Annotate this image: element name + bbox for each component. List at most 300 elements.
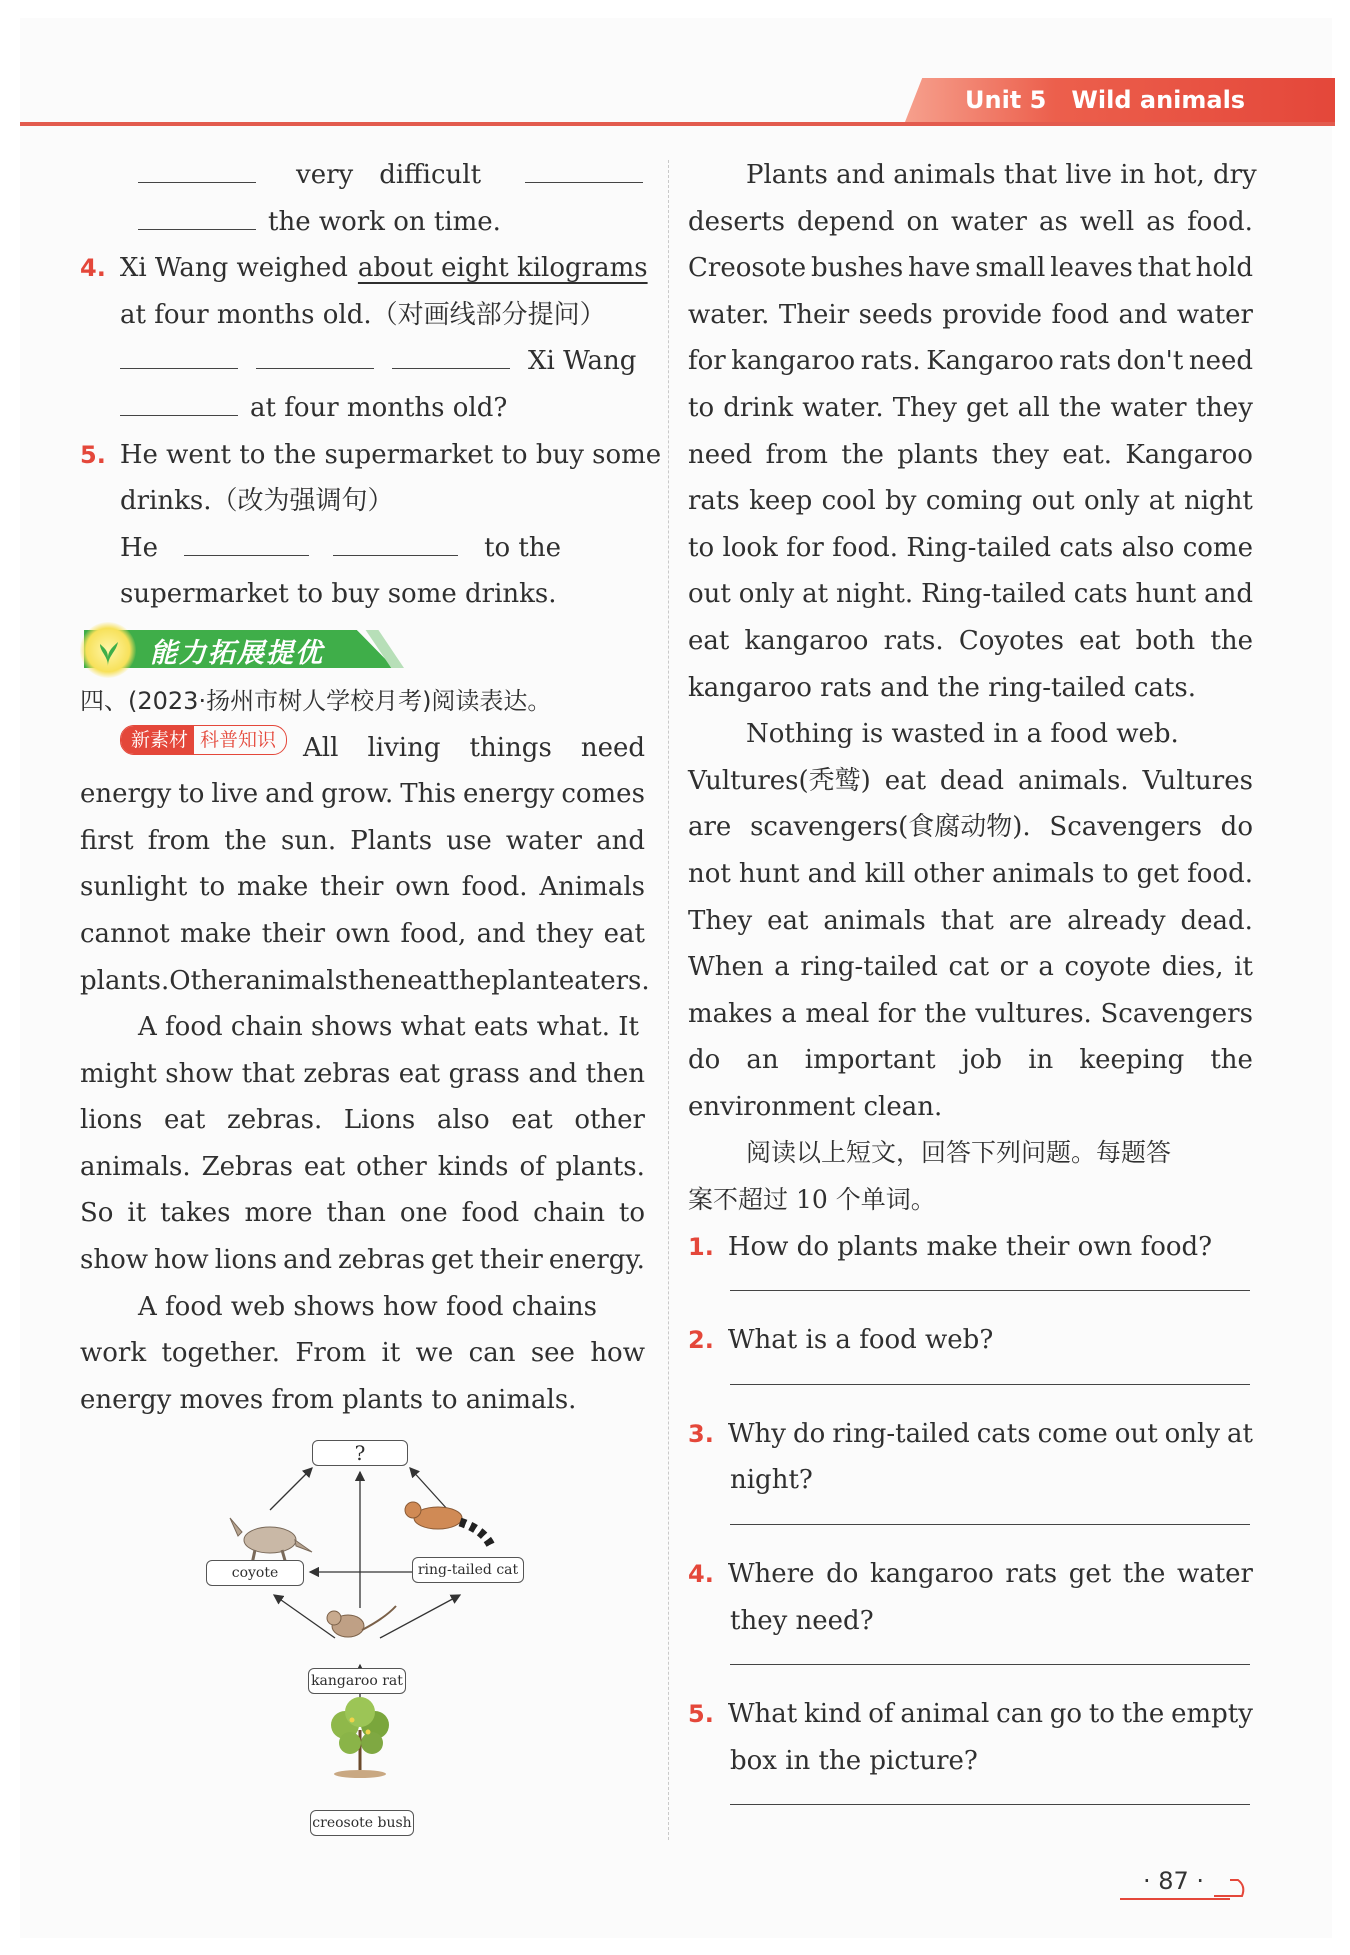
word: Plants: [350, 825, 433, 856]
word: All: [303, 732, 339, 763]
question-1: [688, 1224, 1253, 1292]
word: live: [211, 779, 259, 810]
passage-text: A food chain shows what eats what. It: [138, 1012, 639, 1043]
word: do: [1220, 812, 1253, 843]
word: they: [1195, 392, 1253, 423]
passage-text: [688, 292, 1253, 339]
word: and: [1204, 579, 1253, 610]
word: a: [1038, 952, 1054, 983]
word: eat: [603, 918, 645, 949]
q3-word: difficult: [379, 160, 482, 190]
word: zebras.: [227, 1105, 323, 1136]
word: to: [688, 392, 715, 423]
question-line: [688, 1598, 1253, 1645]
word: Animals: [539, 872, 645, 903]
word: the: [1058, 392, 1102, 423]
passage-line: [688, 292, 1253, 339]
word: cats: [976, 1418, 1031, 1449]
q3-text: the work on time.: [268, 206, 501, 237]
passage-line: [80, 1377, 645, 1424]
word: cats: [1073, 579, 1128, 610]
q4-line3: [80, 338, 645, 385]
word: or: [999, 952, 1028, 983]
word: hunt: [1135, 579, 1197, 610]
word: other: [574, 1105, 645, 1136]
passage-line: [80, 1190, 645, 1237]
word: lions: [214, 1245, 278, 1276]
word: Creosote: [688, 253, 807, 284]
passage-line: [688, 525, 1253, 572]
word: Scavengers: [1049, 812, 1202, 843]
blank[interactable]: [120, 338, 238, 369]
word: as: [1039, 206, 1068, 237]
word: it: [127, 1198, 147, 1229]
passage-text: [688, 944, 1253, 991]
passage-text: [688, 618, 1253, 665]
question-number: 5.: [80, 440, 106, 469]
word: also: [1121, 532, 1175, 563]
question-text: [728, 1411, 1253, 1458]
word: only: [1164, 1418, 1221, 1449]
passage-line: [688, 618, 1253, 665]
passage-text: A food web shows how food chains: [138, 1291, 597, 1322]
word: rats.: [883, 625, 944, 656]
passage-line: [80, 1330, 645, 1377]
word: together.: [161, 1338, 281, 1369]
word: zebras: [303, 1058, 391, 1089]
word: scavengers(食腐动物).: [750, 812, 1031, 843]
word: they: [991, 439, 1049, 470]
question-line: [688, 1317, 1253, 1364]
word: kill: [864, 858, 906, 889]
passage-text: [688, 338, 1253, 385]
question-number: 5.: [688, 1700, 714, 1729]
word: the: [448, 965, 492, 996]
question-text: How do plants make their own food?: [727, 1231, 1213, 1262]
word: Why: [727, 1418, 786, 1449]
question-text: What is a food web?: [727, 1325, 994, 1356]
word: their: [320, 872, 384, 903]
word: Other: [169, 965, 246, 996]
q5-text: supermarket to buy some drinks.: [120, 579, 557, 610]
question-text: box in the picture?: [730, 1745, 978, 1776]
word: than: [326, 1198, 386, 1229]
passage-text: [688, 385, 1253, 432]
word: out: [1114, 1418, 1158, 1449]
word: to: [618, 1198, 645, 1229]
word: plants: [897, 439, 979, 470]
word: and: [596, 825, 645, 856]
word: by: [885, 486, 917, 517]
word: get: [1068, 1559, 1112, 1590]
word: seeds: [858, 299, 933, 330]
header-rule: [20, 122, 1335, 126]
word: the: [1210, 625, 1253, 656]
food-web-diagram: [200, 1440, 530, 1840]
word: more: [244, 1198, 313, 1229]
word: need: [580, 732, 645, 763]
arrow-rat-to-ringtail: [380, 1595, 460, 1638]
word: the: [841, 439, 884, 470]
word: They: [892, 392, 957, 423]
passage-text: [688, 804, 1253, 851]
word: food.: [1187, 858, 1253, 889]
word: do: [792, 1418, 826, 1449]
word: energy.: [548, 1245, 645, 1276]
passage-line: [688, 804, 1253, 851]
word: their: [479, 1245, 543, 1276]
blank[interactable]: [138, 199, 256, 230]
word: at: [802, 579, 829, 610]
word: can: [996, 1699, 1043, 1730]
q4-text: Xi Wang: [528, 346, 637, 377]
word: deserts: [688, 206, 785, 237]
word: They: [688, 905, 753, 936]
word: their: [261, 918, 326, 949]
q5-line3: [80, 525, 645, 572]
word: rats: [1005, 1559, 1058, 1590]
blank[interactable]: [392, 338, 510, 369]
q4-underlined: about eight kilograms: [357, 253, 648, 284]
word: a: [774, 952, 790, 983]
question-number: 4.: [688, 1560, 714, 1589]
word: sun.: [280, 825, 337, 856]
word: need: [688, 439, 753, 470]
blank[interactable]: [120, 385, 238, 416]
word: eat.: [1062, 439, 1112, 470]
word: animals: [992, 858, 1095, 889]
word: an: [746, 1045, 779, 1076]
lightbulb-icon: [80, 622, 136, 678]
question-number: 4.: [80, 254, 106, 283]
word: water: [1176, 1559, 1253, 1590]
word: both: [1135, 625, 1196, 656]
word: small: [975, 253, 1046, 284]
word: to: [178, 779, 205, 810]
passage-text: [688, 851, 1253, 898]
word: eat: [688, 625, 730, 656]
word: cat: [948, 952, 990, 983]
word: eat: [767, 905, 809, 936]
word: on: [906, 206, 939, 237]
passage-text: [303, 725, 645, 772]
q4-line2: [80, 292, 645, 339]
word: Scavengers: [1100, 998, 1253, 1029]
passage-text: [80, 818, 645, 865]
passage-text: [688, 199, 1253, 246]
word: come: [1037, 1418, 1108, 1449]
word: drink: [723, 392, 794, 423]
word: water: [505, 825, 582, 856]
q3-line2: [80, 199, 645, 246]
passage-line: [688, 991, 1253, 1038]
word: from: [147, 825, 211, 856]
word: get: [1136, 858, 1180, 889]
question-number: 2.: [688, 1326, 714, 1355]
word: food: [461, 1198, 520, 1229]
word: other: [356, 1151, 427, 1182]
blank[interactable]: [525, 152, 643, 183]
q3-word: very: [296, 160, 354, 190]
ring-tailed-cat-icon: [405, 1502, 492, 1548]
label-coyote: coyote: [206, 1560, 304, 1586]
word: hunt: [738, 858, 800, 889]
word: night: [1183, 486, 1253, 517]
blank[interactable]: [184, 525, 309, 556]
word: Zebras: [201, 1151, 293, 1182]
word: see: [530, 1338, 575, 1369]
question-text: [728, 1691, 1253, 1738]
word: are: [688, 812, 732, 843]
instruction-text: 阅读以上短文，回答下列问题。每题答: [746, 1138, 1172, 1168]
question-2: [688, 1317, 1253, 1385]
answer-line[interactable]: [730, 1644, 1250, 1665]
word: they: [535, 918, 594, 949]
word: plants.: [555, 1151, 645, 1182]
word: and: [265, 779, 315, 810]
question-line: [688, 1691, 1253, 1738]
word: only: [738, 579, 795, 610]
word: water: [1110, 392, 1187, 423]
word: provide: [942, 299, 1042, 330]
word: plant: [491, 965, 559, 996]
word: that: [1137, 253, 1191, 284]
word: show: [165, 1058, 234, 1089]
word: From: [295, 1338, 367, 1369]
word: might: [80, 1058, 157, 1089]
passage-text: kangaroo rats and the ring-tailed cats.: [688, 672, 1197, 703]
answer-line[interactable]: [730, 1784, 1250, 1805]
q5-text: He: [120, 532, 159, 563]
word: Coyotes: [958, 625, 1064, 656]
word: can: [468, 1338, 516, 1369]
right-column: [688, 152, 1257, 1831]
answer-line[interactable]: [730, 1364, 1250, 1385]
passage-line: [80, 864, 645, 911]
passage-line: [80, 1237, 645, 1284]
blank[interactable]: [256, 338, 374, 369]
word: empty: [1171, 1699, 1253, 1730]
passage-line: [688, 944, 1253, 991]
word: not: [688, 858, 731, 889]
passage-text: [80, 1051, 645, 1098]
word: cannot: [80, 918, 170, 949]
word: living: [367, 732, 441, 763]
word: have: [908, 253, 971, 284]
passage-line: [80, 1284, 645, 1331]
q4-line1: [80, 245, 648, 292]
arrow-coyote-to-top: [270, 1468, 312, 1510]
passage-line: [80, 911, 645, 958]
question-number: 1.: [688, 1232, 714, 1261]
q5-text: drinks.（改为强调句）: [120, 486, 394, 517]
q4-text: at four months old.（对画线部分提问）: [120, 299, 606, 330]
tag-science: 科普知识: [200, 728, 277, 751]
passage-line: [688, 338, 1253, 385]
word: that: [241, 1058, 295, 1089]
passage-text: [80, 1190, 645, 1237]
question-number: 3.: [688, 1419, 714, 1448]
word: and: [1118, 299, 1168, 330]
coyote-icon: [230, 1518, 312, 1564]
header-title: Unit 5 Wild animals: [965, 86, 1246, 114]
word: and: [528, 1058, 578, 1089]
word: depend: [797, 206, 895, 237]
word: energy: [463, 779, 555, 810]
word: animals: [245, 965, 348, 996]
word: dead: [939, 765, 1005, 796]
word: that: [940, 905, 994, 936]
passage-line: [80, 958, 650, 1005]
word: water.: [802, 392, 884, 423]
passage-text: [688, 478, 1253, 525]
word: do: [826, 1559, 859, 1590]
word: eat: [884, 765, 927, 796]
question-line: [688, 1551, 1253, 1598]
word: This: [400, 779, 456, 810]
question-4: [688, 1551, 1253, 1665]
word: and: [807, 858, 857, 889]
question-5: [688, 1691, 1253, 1805]
word: come: [1182, 532, 1253, 563]
answer-line[interactable]: [730, 1504, 1250, 1525]
instruction-text: 案不超过 10 个单词。: [688, 1185, 936, 1215]
word: coming: [925, 486, 1023, 517]
passage-text: [80, 1144, 645, 1191]
word: Kangaroo: [926, 346, 1054, 377]
word: makes: [688, 998, 773, 1029]
passage-text: [80, 911, 645, 958]
word: vultures.: [975, 998, 1092, 1029]
word: one: [399, 1198, 448, 1229]
q4-text: Xi Wang weighed: [119, 253, 348, 284]
word: ring-tailed: [800, 952, 938, 983]
word: takes: [160, 1198, 231, 1229]
instruction-line: [688, 1130, 1253, 1177]
column-divider: [668, 160, 669, 1840]
word: for: [688, 346, 726, 377]
word: look: [722, 532, 778, 563]
passage-line: [688, 1084, 1253, 1131]
page-arrow-icon: [1212, 1874, 1248, 1900]
word: eat: [303, 1151, 346, 1182]
word: dies,: [1161, 952, 1224, 983]
passage-line: [688, 711, 1253, 758]
section-title-text: 四、(2023·扬州市树人学校月考)阅读表达。: [80, 686, 552, 715]
passage-text: [80, 771, 645, 818]
creosote-bush-icon: [331, 1697, 389, 1778]
word: lions: [80, 1105, 143, 1136]
word: need: [1188, 346, 1253, 377]
word: first: [80, 825, 134, 856]
word: grow.: [321, 779, 394, 810]
q5-text: to the: [484, 532, 562, 563]
word: food.: [1187, 206, 1253, 237]
word: for: [877, 998, 916, 1029]
word: for: [786, 532, 824, 563]
word: kind: [804, 1699, 862, 1730]
word: to: [1102, 858, 1129, 889]
word: eat: [1079, 625, 1121, 656]
passage-line: [80, 818, 645, 865]
word: animal: [900, 1699, 990, 1730]
question-text: [728, 1551, 1253, 1598]
word: own: [335, 918, 391, 949]
passage-text: environment clean.: [688, 1091, 943, 1122]
word: When: [688, 952, 764, 983]
word: the: [1210, 1045, 1253, 1076]
question-text: they need?: [730, 1605, 874, 1636]
question-line: [688, 1457, 1253, 1504]
word: food.: [832, 532, 899, 563]
passage-line: [80, 1144, 645, 1191]
word: Kangaroo: [1125, 439, 1253, 470]
blank[interactable]: [333, 525, 458, 556]
word: rats: [688, 486, 740, 517]
instruction-line: [688, 1177, 1253, 1224]
passage-text: [688, 525, 1253, 572]
passage-text: [688, 758, 1253, 805]
word: and: [283, 1245, 332, 1276]
word: important: [804, 1045, 936, 1076]
word: the: [1121, 1699, 1165, 1730]
word: keeping: [1079, 1045, 1185, 1076]
word: plants.: [80, 965, 170, 996]
word: food,: [400, 918, 467, 949]
word: things: [469, 732, 552, 763]
passage-line: [688, 245, 1253, 292]
tag-new-material: 新素材: [121, 726, 194, 754]
word: only: [1083, 486, 1140, 517]
q5-line1: [80, 432, 662, 479]
passage-text: energy moves from plants to animals.: [80, 1384, 577, 1415]
word: own: [395, 872, 450, 903]
word: energy: [80, 779, 172, 810]
passage-line: [688, 851, 1253, 898]
word: we: [415, 1338, 454, 1369]
word: at: [1148, 486, 1175, 517]
word: go: [1049, 1699, 1083, 1730]
word: make: [180, 918, 252, 949]
word: Ring-tailed: [906, 532, 1052, 563]
passage-text: [688, 991, 1253, 1038]
question-3: [688, 1411, 1253, 1525]
word: hold: [1195, 253, 1253, 284]
word: in: [1028, 1045, 1054, 1076]
word: grass: [448, 1058, 520, 1089]
question-text: night?: [730, 1465, 813, 1496]
empty-box: ?: [312, 1440, 408, 1466]
answer-line[interactable]: [730, 1270, 1250, 1291]
passage-text: [688, 432, 1253, 479]
page-number: · 87 ·: [1143, 1867, 1205, 1895]
word: Ring-tailed: [921, 579, 1066, 610]
word: food: [1051, 299, 1110, 330]
left-column: [80, 152, 662, 1423]
q4-line4: [80, 385, 645, 432]
word: zebras: [337, 1245, 425, 1276]
word: animals.: [1017, 765, 1129, 796]
word: are: [1008, 905, 1053, 936]
passage-text: [80, 864, 645, 911]
passage-text: Nothing is wasted in a food web.: [746, 719, 1179, 750]
passage-line: [688, 1037, 1253, 1084]
word: comes: [561, 779, 645, 810]
blank[interactable]: [138, 152, 256, 183]
passage-line: [80, 1051, 645, 1098]
arrow-rat-to-coyote: [274, 1595, 335, 1638]
word: eaters.: [558, 965, 650, 996]
